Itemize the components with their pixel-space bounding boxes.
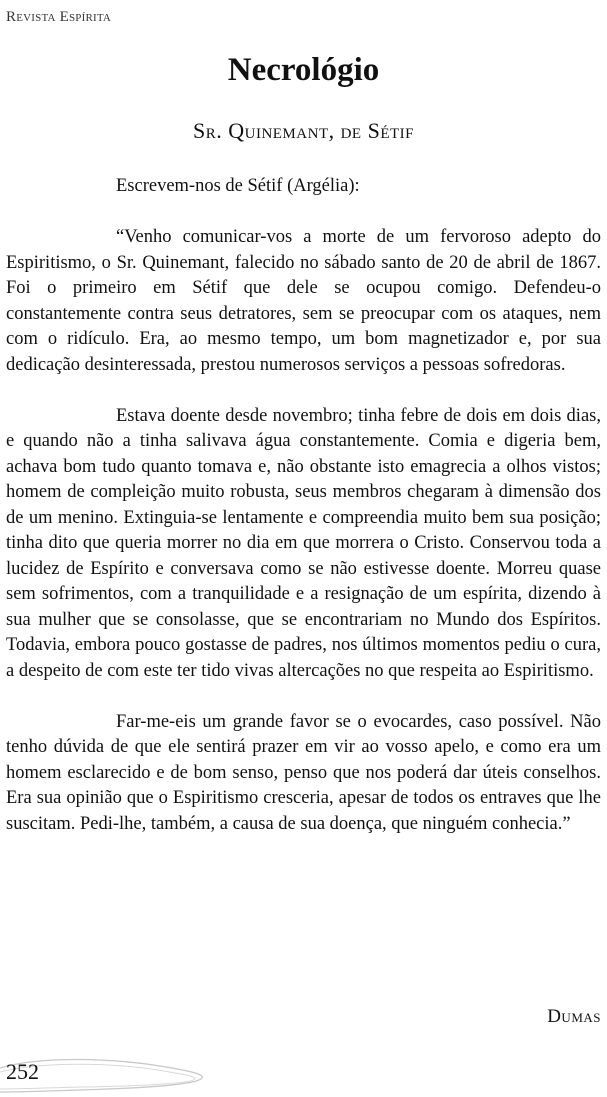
article-title: Necrológio <box>227 52 380 88</box>
intro-paragraph: Escrevem-nos de Sétif (Argélia): <box>116 176 360 196</box>
body-paragraph-3: Far-me-eis um grande favor se o evocardes, caso possível. Não tenho dúvida de que ele sentirá prazer em vir ao vosso apelo, e como era um homem esclarecido e de bom senso, penso que nos poderá dar úteis conselhos. Era sua opinião que o Espiritismo cresceria, apesar de todos os entraves que lhe suscitam. Pedi-lhe, também, a causa de sua doença, que ninguém conhecia.” <box>6 711 601 834</box>
article-body <box>6 174 601 837</box>
body-paragraph-2: Estava doente desde novembro; tinha febre de dois em dois dias, e quando não a tinha salivava água constantemente. Comia e digeria bem, achava bom tudo quanto tomava e, não obstante isto emagrecia a olhos vistos; homem de compleição muito robusta, seus membros chegaram à dimensão dos de um menino. Extinguia-se lentamente e compreendia muito bem sua posição; tinha dito que queria morrer no dia em que morrera o Cristo. Conservou toda a lucidez de Espírito e conversava como se não estivesse doente. Morreu quase sem sofrimentos, com a tranquilidade e a resignação de um espírita, dizendo à sua mulher que se consolasse, que se encontrariam no Mundo dos Espíritos. Todavia, embora pouco gostasse de padres, nos últimos momentos pediu o cura, a despeito de com este ter tido vivas altercações no que respeita ao Espiritismo. <box>6 405 601 681</box>
page-number: 252 <box>6 1059 39 1084</box>
article-subtitle: Sr. Quinemant, de Sétif <box>192 118 414 143</box>
signature: Dumas <box>547 1006 601 1027</box>
running-head: Revista Espírita <box>6 9 112 25</box>
body-paragraph-1: “Venho comunicar-vos a morte de um fervoroso adepto do Espiritismo, o Sr. Quinemant, falecido no sábado santo de 20 de abril de 1867. Foi o primeiro em Sétif que dele se ocupou comigo. Defendeu-o constantemente contra seus detratores, sem se preocupar com os ataques, nem com o ridículo. Era, ao mesmo tempo, um bom magnetizador e, por sua dedicação desinteressada, prestou numerosos serviços a pessoas sofredoras. <box>6 227 601 375</box>
